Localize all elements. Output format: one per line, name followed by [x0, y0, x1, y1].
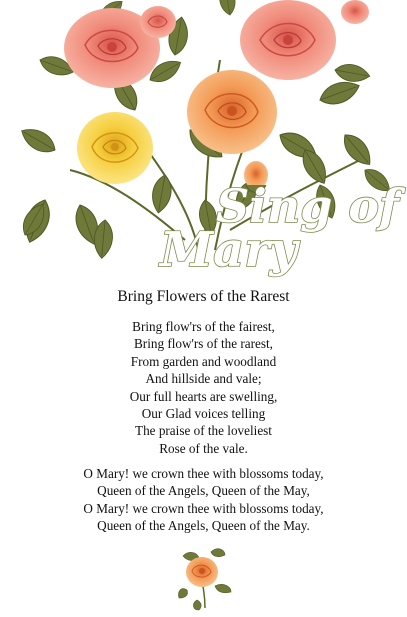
verse-line: The praise of the loveliest: [135, 423, 272, 439]
orange-rose: [187, 70, 277, 154]
verse-1: [0, 318, 407, 457]
verse-line: Bring flow'rs of the fairest,: [132, 319, 275, 334]
verse-line: O Mary! we crown thee with blossoms today,: [83, 466, 324, 481]
small-rose-ornament: [175, 546, 235, 612]
sing-of-mary-logo: [158, 179, 406, 278]
verse-line: O Mary! we crown thee with blossoms today,: [83, 500, 324, 516]
verse-line: Our full hearts are swelling,: [129, 388, 278, 404]
rose-bouquet-svg: [0, 0, 407, 280]
verse-line: And hillside and vale;: [145, 371, 262, 387]
verse-line: Queen of the Angels, Queen of the May.: [97, 518, 310, 534]
verse-line: Queen of the Angels, Queen of the May,: [97, 483, 310, 499]
verse-line: From garden and woodland: [130, 353, 277, 369]
verse-line: Our Glad voices telling: [141, 406, 266, 422]
rose-bouquet-illustration: [0, 0, 407, 280]
verse-2: [0, 465, 407, 535]
yellow-rose: [77, 112, 153, 184]
verse-line: Rose of the vale.: [159, 440, 248, 456]
logo-line-mary: Mary: [160, 222, 298, 278]
logo-line-sing-of: Sing of: [216, 179, 399, 233]
song-title: Bring Flowers of the Rarest: [117, 288, 290, 305]
verse-line: Bring flow'rs of the rarest,: [134, 336, 273, 352]
small-rose-svg: [175, 546, 235, 612]
